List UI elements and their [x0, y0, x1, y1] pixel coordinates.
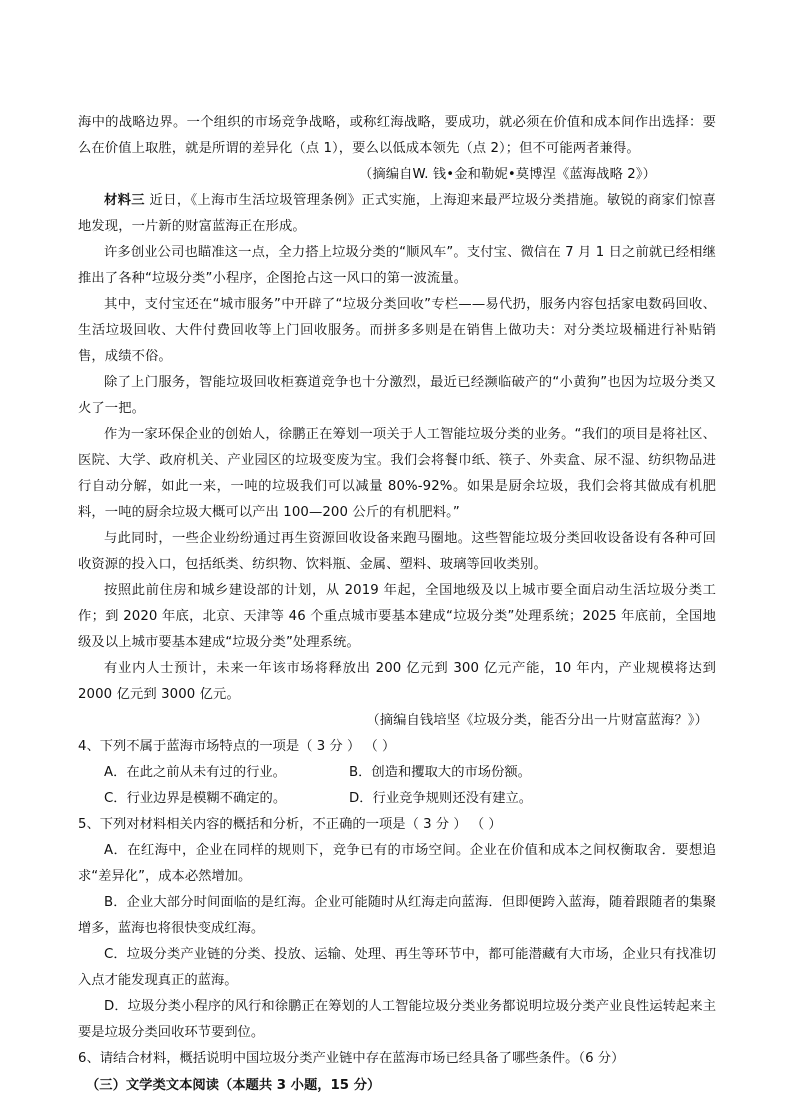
- paragraph-recycling-devices: 与此同时，一些企业纷纷通过再生资源回收设备来跑马圈地。这些智能垃圾分类回收设备设有各种可回收资源的投入口，包括纸类、纺织物、饮料瓶、金属、塑料、玻璃等回收类别。: [78, 531, 716, 572]
- paragraph-alipay: 其中，支付宝还在“城市服务”中开辟了“垃圾分类回收”专栏——易代扔，服务内容包括家电数码回收、生活垃圾回收、大件付费回收等上门回收服务。而拼多多则是在销售上做功夫：对分类垃圾桶进行补贴销售，成绩不俗。: [78, 297, 716, 364]
- paragraph-ministry-plan: 按照此前住房和城乡建设部的计划，从 2019 年起，全国地级及以上城市要全面启动生活垃圾分类工作；到 2020 年底，北京、天津等 46 个重点城市要基本建成“垃圾分类”处理系统；2025 年底前，全国地级及以上城市要基本建成“垃圾分类”处理系统。: [78, 583, 716, 650]
- question-5-option-a: A．在红海中，企业在同样的规则下，竞争已有的市场空间。企业在价值和成本之间权衡取舍．要想追求“差异化”，成本必然增加。: [78, 843, 716, 884]
- paragraph-xu-peng: 作为一家环保企业的创始人，徐鹏正在筹划一项关于人工智能垃圾分类的业务。“我们的项目是将社区、医院、大学、政府机关、产业园区的垃圾变废为宝。我们会将餐巾纸、筷子、外卖盒、尿不湿、纺织物品进行自动分解，如此一来，一吨的垃圾我们可以减量 80%-92%。如果是厨余垃圾，我们会将其做成有机肥料，一吨的厨余垃圾大概可以产出 100—200 公斤的有机肥料。”: [78, 427, 716, 520]
- question-5-option-b: B．企业大部分时间面临的是红海。企业可能随时从红海走向蓝海．但即便跨入蓝海，随着跟随者的集聚增多，蓝海也将很快变成红海。: [78, 895, 716, 936]
- question-4: 4、下列不属于蓝海市场特点的一项是（ 3 分 ） （ ）: [78, 739, 396, 754]
- question-6: 6、请结合材料，概括说明中国垃圾分类产业链中存在蓝海市场已经具备了哪些条件。（6 分）: [78, 1051, 625, 1066]
- material-3-label: 材料三: [104, 193, 145, 208]
- question-4-option-a: A．在此之前从未有过的行业。: [104, 765, 286, 780]
- paragraph-smart-bins: 除了上门服务，智能垃圾回收柜赛道竞争也十分激烈，最近已经濒临破产的“小黄狗”也因为垃圾分类又火了一把。: [78, 375, 716, 416]
- question-4-option-b: B．创造和攫取大的市场份额。: [349, 765, 531, 780]
- paragraph-forecast: 有业内人士预计，未来一年该市场将释放出 200 亿元到 300 亿元产能，10 年内，产业规模将达到 2000 亿元到 3000 亿元。: [78, 661, 716, 702]
- question-5: 5、下列对材料相关内容的概括和分析，不正确的一项是（ 3 分 ） （ ）: [78, 817, 502, 832]
- question-5-option-d: D．垃圾分类小程序的风行和徐鹏正在筹划的人工智能垃圾分类业务都说明垃圾分类产业良性运转起来主要是垃圾分类回收环节要到位。: [78, 999, 716, 1040]
- question-4-option-d: D．行业竞争规则还没有建立。: [349, 791, 533, 806]
- material-3-text: 近日，《上海市生活垃圾管理条例》正式实施，上海迎来最严垃圾分类措施。敏锐的商家们惊喜地发现，一片新的财富蓝海正在形成。: [78, 193, 717, 234]
- paragraph-startups: 许多创业公司也瞄准这一点，全力搭上垃圾分类的“顺风车”。支付宝、微信在 7 月 1 日之前就已经相继推出了各种“垃圾分类”小程序，企图抢占这一风口的第一波流量。: [78, 245, 716, 286]
- question-5-option-c: C．垃圾分类产业链的分类、投放、运输、处理、再生等环节中，都可能潜藏有大市场，企业只有找准切入点才能发现真正的蓝海。: [78, 947, 716, 988]
- citation-garbage-sorting: （摘编自钱培坚《垃圾分类，能否分出一片财富蓝海？》）: [366, 713, 708, 728]
- paragraph-material-3: [78, 188, 716, 240]
- question-4-options-row-2: [78, 786, 716, 812]
- question-4-options-row-1: [78, 760, 716, 786]
- section-heading-literary-reading: （三）文学类文本阅读（本题共 3 小题，15 分）: [86, 1078, 381, 1093]
- citation-blue-ocean: （摘编自W. 钱•金和勒妮•莫博涅《蓝海战略 2》）: [358, 167, 656, 182]
- paragraph-strategy: 海中的战略边界。一个组织的市场竞争战略，或称红海战略，要成功，就必须在价值和成本间作出选择：要么在价值上取胜，就是所谓的差异化（点 1），要么以低成本领先（点 2）；但不可能两者兼得。: [78, 115, 716, 156]
- question-4-option-c: C．行业边界是模糊不确定的。: [104, 791, 287, 806]
